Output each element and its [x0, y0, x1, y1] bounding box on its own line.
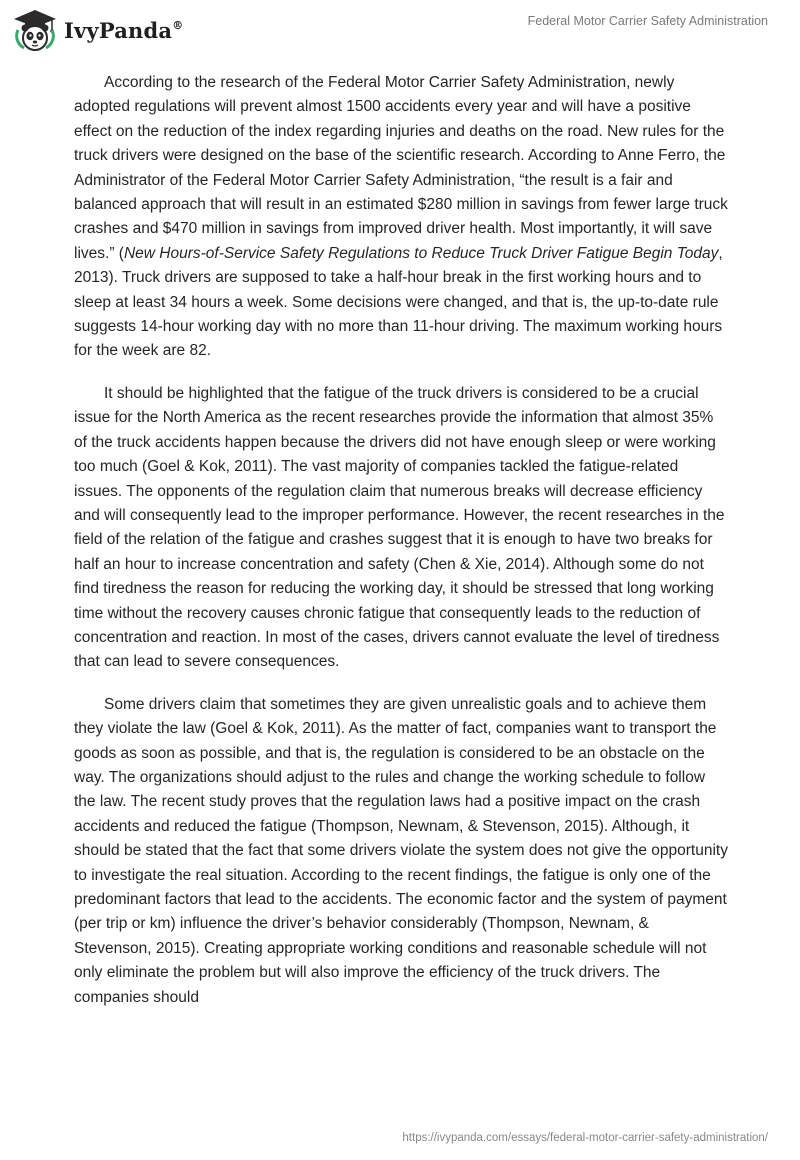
- paragraph-2: It should be highlighted that the fatigue of the truck drivers is considered to be a crucial issue for the North America as the recent researches provide the information that almost 35% of the truck accidents happen because the drivers did not have enough sleep or were working too much (Goel & Kok, 2011). The vast majority of companies tackled the fatigue-related issues. The opponents of the regulation claim that numerous breaks will decrease efficiency and will consequently lead to the improper performance. However, the recent researches in the field of the relation of the fatigue and crashes suggest that it is enough to have two breaks for half an hour to increase concentration and safety (Chen & Xie, 2014). Although some do not find tiredness the reason for reducing the working day, it should be stressed that long working time without the recovery causes chronic fatigue that consequently leads to the reduction of concentration and reaction. In most of the cases, drivers cannot evaluate the level of tiredness that can lead to severe consequences.: [74, 384, 725, 671]
- essay-body: [74, 71, 730, 1028]
- running-title: Federal Motor Carrier Safety Administration: [527, 14, 768, 28]
- brand-name: IvyPanda®: [64, 17, 184, 43]
- paragraph-3: Some drivers claim that sometimes they are given unrealistic goals and to achieve them they violate the law (Goel & Kok, 2011). As the matter of fact, companies want to transport the goods as soon as possible, and that is, the regulation is considered to be an obstacle on the way. The organizations should adjust to the rules and change the working schedule to follow the law. The recent study proves that the regulation laws had a positive impact on the crash accidents and reduced the fatigue (Thompson, Newnam, & Stevenson, 2015). Although, it should be stated that the fact that some drivers violate the system does not give the opportunity to investigate the real situation. According to the recent findings, the fatigue is only one of the predominant factors that lead to the accidents. The economic factor and the system of payment (per trip or km) influence the driver’s behavior considerably (Thompson, Newnam, & Stevenson, 2015). Creating appropriate working conditions and reasonable schedule will not only eliminate the problem but will also improve the efficiency of the truck drivers. The companies should: [74, 695, 728, 1006]
- panda-graduate-icon: [12, 8, 58, 52]
- citation-title: New Hours-of-Service Safety Regulations to Reduce Truck Driver Fatigue Begin Today: [123, 244, 719, 262]
- paragraph-1: According to the research of the Federal Motor Carrier Safety Administration, newly adopted regulations will prevent almost 1500 accidents every year and will have a positive effect on the reduction of the index regarding injuries and deaths on the road. New rules for the truck drivers were designed on the base of the scientific research. According to Anne Ferro, the Administrator of the Federal Motor Carrier Safety Administration, “the result is a fair and balanced approach that will result in an estimated $280 million in savings from fewer large truck crashes and $470 million in savings from improved driver health. Most importantly, it will save lives.” (New Hours-of-Service Safety Regulations to Reduce Truck Driver Fatigue Begin Today, 2013). Truck drivers are supposed to take a half-hour break in the first working hours and to sleep at least 34 hours a week. Some decisions were changed, and that is, the up-to-date rule suggests 14-hour working day with no more than 11-hour driving. The maximum working hours for the week are 82.: [74, 74, 728, 360]
- ivypanda-logo[interactable]: [12, 8, 183, 52]
- source-url[interactable]: https://ivypanda.com/essays/federal-motor-carrier-safety-administration/: [402, 1132, 768, 1144]
- page-header: [0, 0, 800, 60]
- registered-mark: ®: [172, 18, 184, 32]
